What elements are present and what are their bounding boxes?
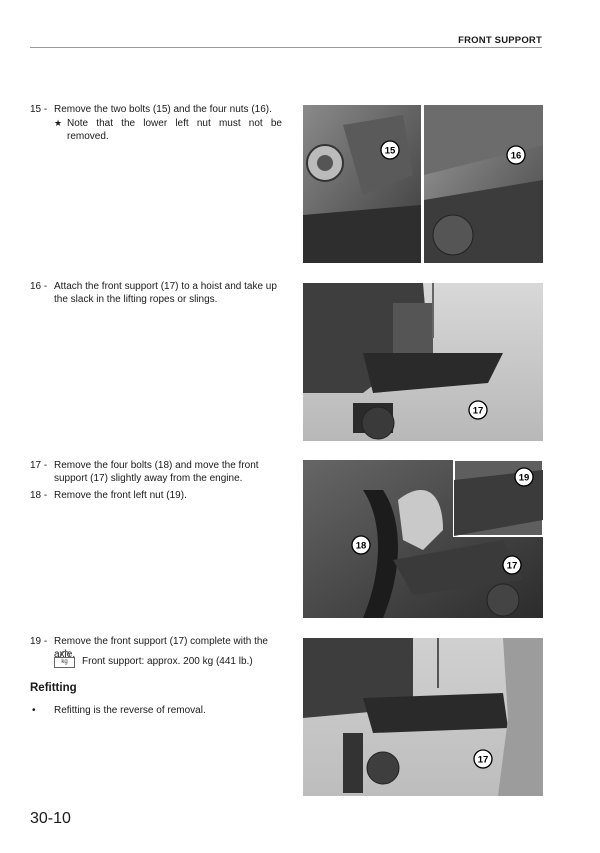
figure-3 (303, 460, 543, 618)
step-15 (30, 103, 282, 116)
step-text: Remove the four bolts (18) and move the front support (17) slightly away from the engine. (54, 460, 259, 484)
figure-2 (303, 283, 543, 441)
refitting-heading: Refitting (30, 682, 77, 694)
page-number: 30-10 (30, 810, 71, 827)
note (30, 117, 282, 143)
header-rule (30, 47, 542, 48)
step-text: Attach the front support (17) to a hoist and take up the slack in the lifting ropes or slings. (54, 281, 277, 305)
figure-4 (303, 638, 543, 796)
step-text: Remove the two bolts (15) and the four nuts (16). (54, 104, 272, 115)
step-number: 15 - (30, 104, 48, 115)
step-17 (30, 459, 282, 485)
step-number: 16 - (30, 281, 48, 292)
bullet-icon: • (32, 705, 36, 716)
callout-19: 19 (518, 472, 530, 484)
weight-unit-label: kg (54, 657, 75, 668)
weight-text: Front support: approx. 200 kg (441 lb.) (82, 656, 253, 667)
note-text: Note that the lower left nut must not be removed. (67, 118, 282, 142)
step-18 (30, 489, 282, 502)
refitting-bullet (30, 704, 282, 717)
callout-17: 17 (477, 754, 489, 766)
refitting-text: Refitting is the reverse of removal. (54, 705, 206, 716)
step-text: Remove the front support (17) complete with the axle. (54, 636, 268, 660)
callout-16: 16 (510, 150, 522, 162)
section-title: FRONT SUPPORT (458, 35, 542, 46)
callout-17: 17 (472, 405, 484, 417)
step-number: 17 - (30, 460, 48, 471)
step-number: 19 - (30, 636, 48, 647)
star-icon: ★ (54, 118, 63, 128)
callout-15: 15 (384, 145, 396, 157)
step-number: 18 - (30, 490, 48, 501)
callout-18: 18 (355, 540, 367, 552)
weight-spec (54, 656, 253, 667)
callout-17: 17 (506, 560, 518, 572)
figure-1 (303, 105, 543, 263)
weight-kg-icon (54, 657, 74, 667)
step-text: Remove the front left nut (19). (54, 490, 187, 501)
step-16 (30, 280, 282, 306)
